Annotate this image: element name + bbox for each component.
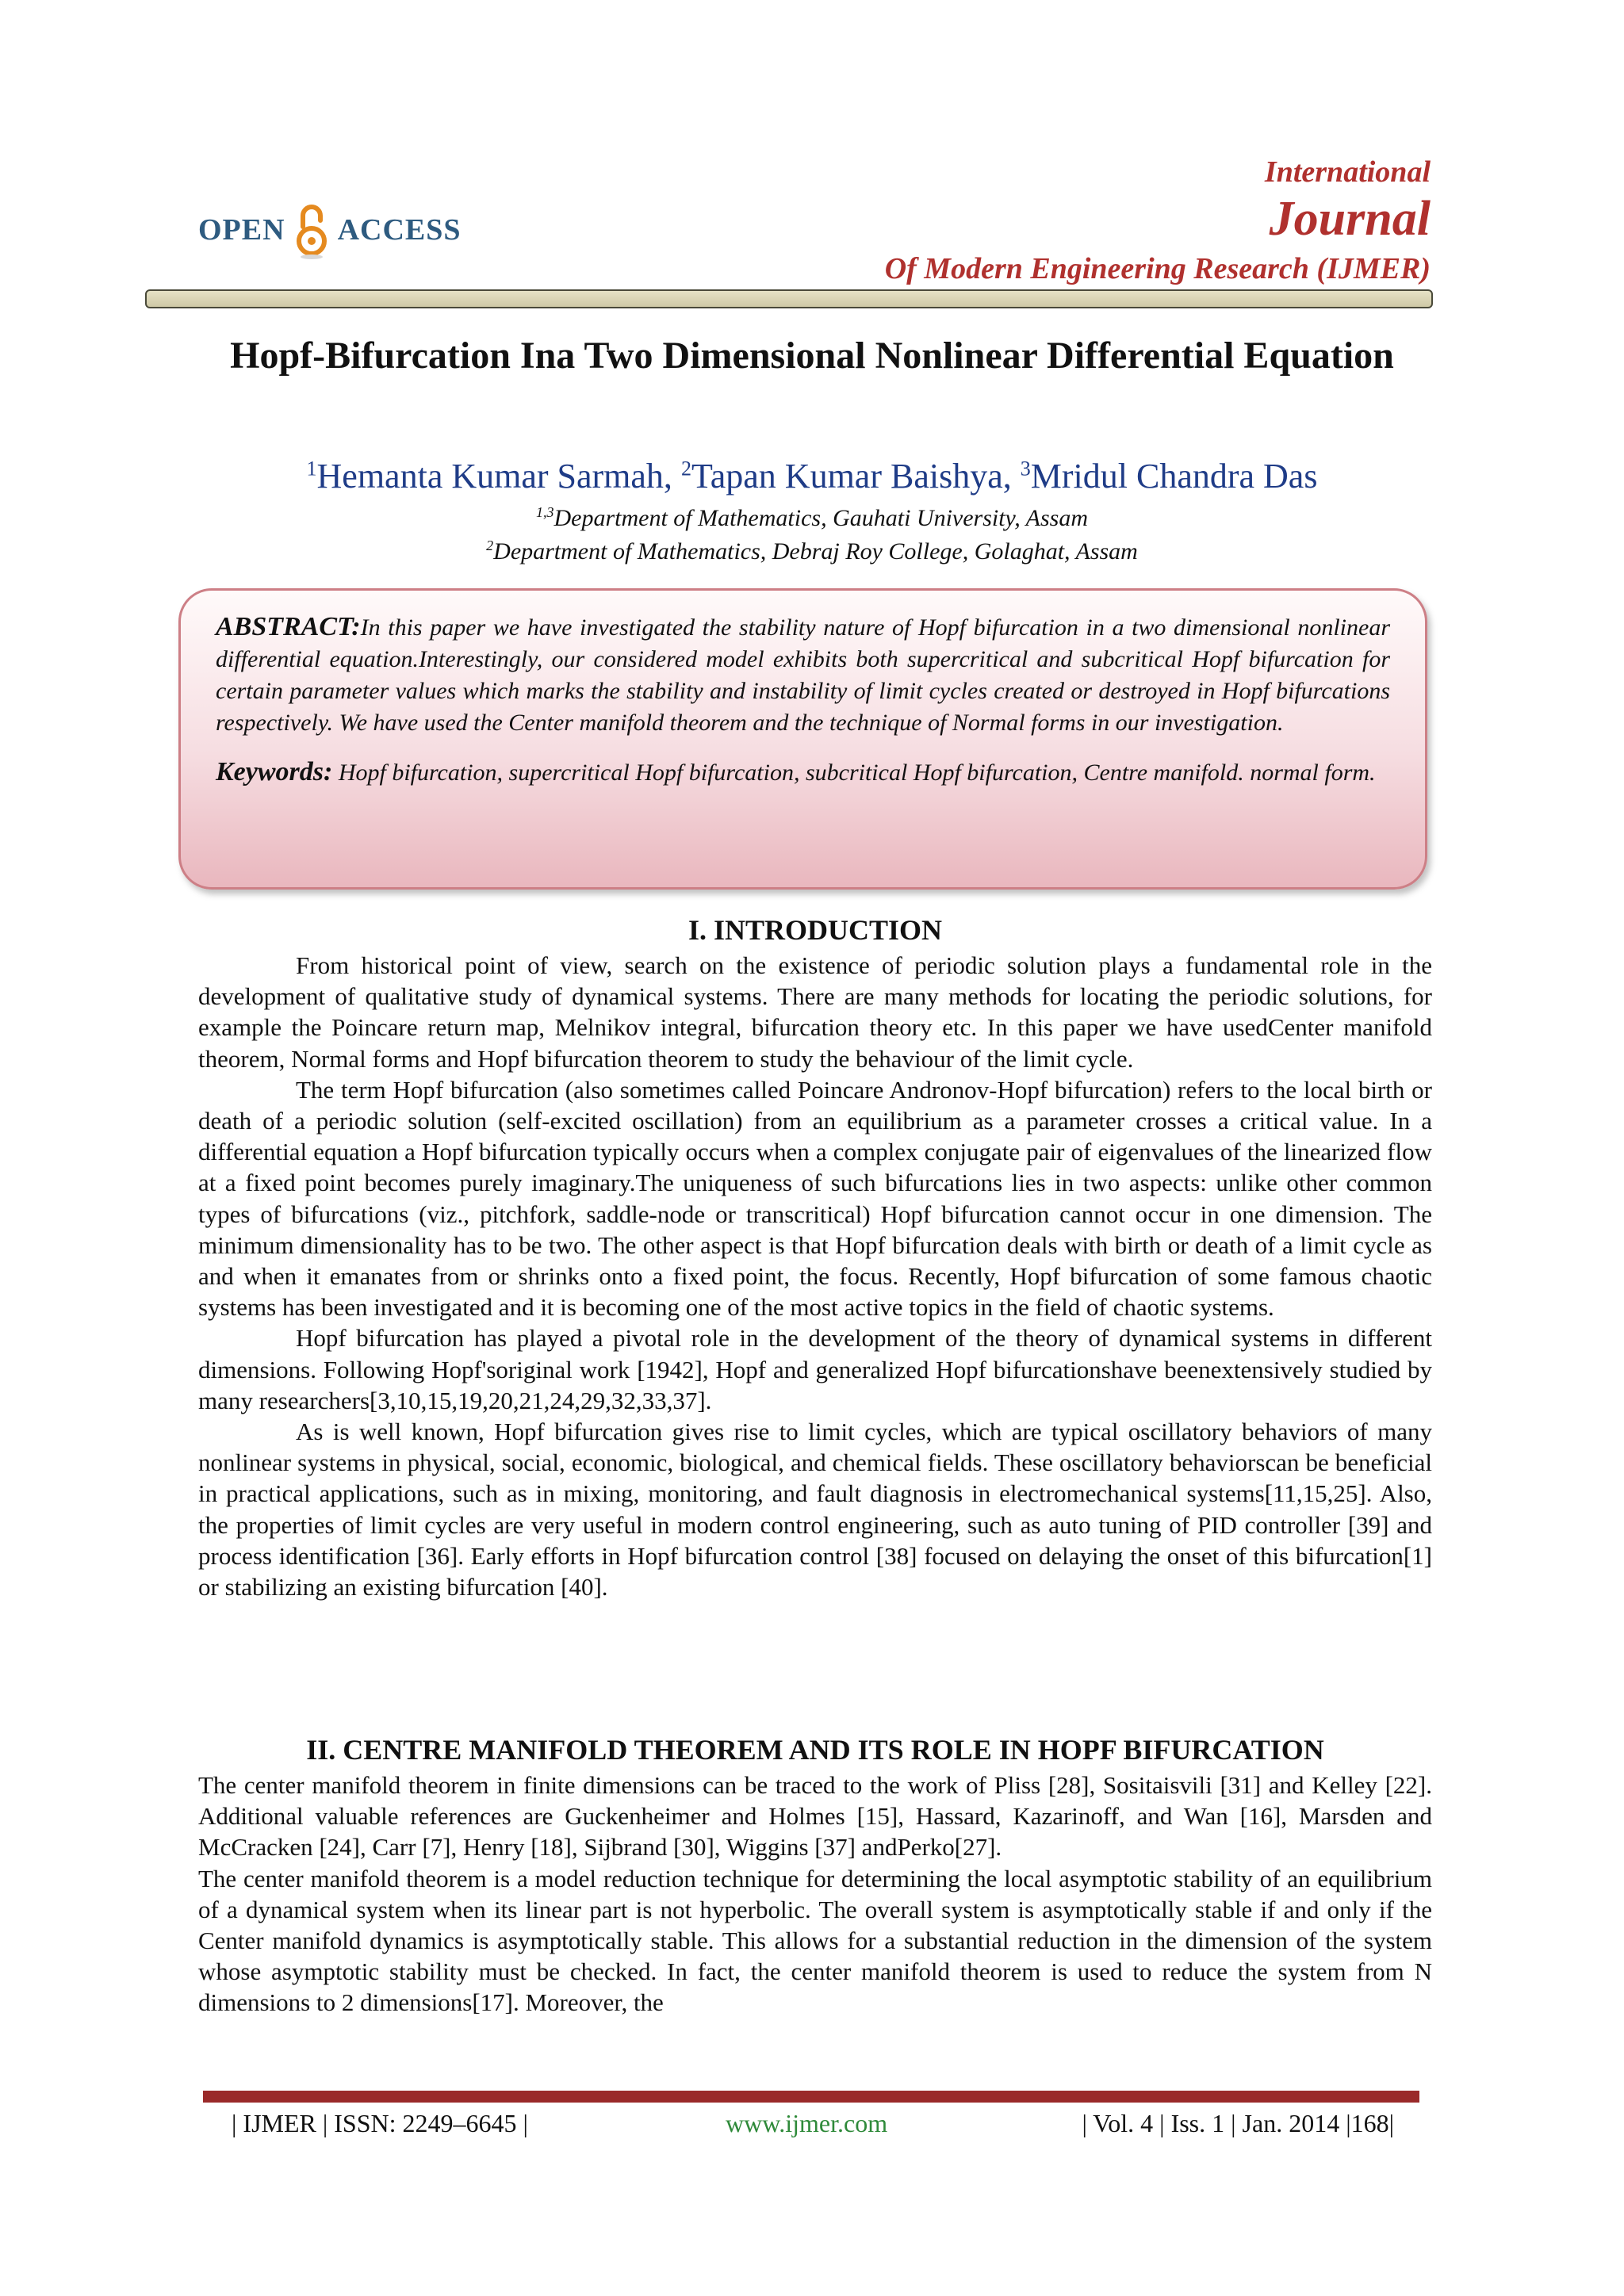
section-1-paragraph-4: As is well known, Hopf bifurcation gives rise to limit cycles, which are typical oscillatory behaviors of many nonlinear systems in physical, social, economic, biological, and chemical fields. These oscillatory behaviorscan be beneficial in practical applications, such as in mixing, monitoring, and fault diagnosis in electromechanical systems[11,15,25]. Also, the properties of limit cycles are very useful in modern control engineering, such as auto tuning of PID controller [39] and process identification [36]. Early efforts in Hopf bifurcation control [38] focused on delaying the onset of this bifurcation[1] or stabilizing an existing bifurcation [40]. — [198, 1418, 1432, 1601]
journal-name-line2: Journal — [1269, 192, 1431, 246]
keywords-text: Hopf bifurcation, supercritical Hopf bifurcation, subcritical Hopf bifurcation, Centre manifold. normal form. — [338, 760, 1376, 786]
author-3-name: Mridul Chandra Das — [1030, 457, 1318, 496]
affiliation-1 — [143, 504, 1481, 532]
affiliation-2-sup: 2 — [486, 538, 494, 553]
section-1-heading: I. INTRODUCTION — [688, 914, 943, 946]
author-3-sup: 3 — [1020, 457, 1031, 480]
author-list — [143, 456, 1481, 496]
footer-divider-bar — [203, 2091, 1419, 2103]
author-2-sup: 2 — [680, 457, 691, 480]
abstract-text: In this paper we have investigated the stability nature of Hopf bifurcation in a two dimensional nonlinear differential equation.Interestingly, our considered model exhibits both supercritical and subcritical Hopf bifurcation for certain parameter values which marks the stability and instability of limit cycles created or destroyed in Hopf bifurcations respectively. We have used the Center manifold theorem and the technique of Normal forms in our investigation. — [216, 614, 1390, 736]
footer-journal-issn: | IJMER | ISSN: 2249–6645 | — [232, 2109, 528, 2137]
affiliation-1-text: Department of Mathematics, Gauhati University, Assam — [553, 505, 1089, 531]
affiliation-2 — [143, 538, 1481, 565]
section-2-heading: II. CENTRE MANIFOLD THEOREM AND ITS ROLE IN HOPF BIFURCATION — [306, 1734, 1324, 1766]
affiliation-1-sup: 1,3 — [535, 504, 554, 520]
section-1-paragraph-2: The term Hopf bifurcation (also sometimes called Poincare Andronov-Hopf bifurcation) refers to the local birth or death of a periodic solution (self-excited oscillation) from an equilibrium as a parameter crosses a critical value. In a differential equation a Hopf bifurcation typically occurs when a complex conjugate pair of eigenvalues of the linearized flow at a fixed point becomes purely imaginary.The uniqueness of such bifurcations lies in two aspects: unlike other common types of bifurcations (viz., pitchfork, saddle-node or transcritical) Hopf bifurcation cannot occur in one dimension. The minimum dimensionality has to be two. The other aspect is that Hopf bifurcation deals with birth or death of a limit cycle as and when it emanates from or shrinks onto a fixed point, the focus. Recently, Hopf bifurcation of some famous chaotic systems has been investigated and it is becoming one of the most active topics in the field of chaotic systems. — [198, 1075, 1432, 1322]
abstract-box — [178, 588, 1427, 890]
section-1-paragraph-3: Hopf bifurcation has played a pivotal role in the development of the theory of dynamical systems in different dimensions. Following Hopf'soriginal work [1942], Hopf and generalized Hopf bifurcationshave beenextensively studied by many researchers[3,10,15,19,20,21,24,29,32,33,37]. — [198, 1324, 1432, 1414]
abstract-label: ABSTRACT: — [216, 612, 361, 641]
section-2-paragraph-1: The center manifold theorem in finite dimensions can be traced to the work of Pliss [28], Sositaisvili [31] and Kelley [22]. Additional valuable references are Guckenheimer and Holmes [15], Hassard, Kazarinoff, and Wan [16], Marsden and McCracken [24], Carr [7], Henry [18], Sijbrand [30], Wiggins [37] andPerko[27]. — [198, 1771, 1432, 1862]
journal-name-line1: International — [1264, 155, 1431, 189]
footer-volume-page: | Vol. 4 | Iss. 1 | Jan. 2014 |168| — [1082, 2109, 1394, 2137]
header-divider-bar — [145, 289, 1433, 308]
open-access-logo — [198, 198, 462, 262]
section-1-paragraph-1: From historical point of view, search on the existence of periodic solution plays a fundamental role in the development of qualitative study of dynamical systems. There are many methods for locating the periodic solutions, for example the Poincare return map, Melnikov integral, bifurcation theory etc. In this paper we have usedCenter manifold theorem, Normal forms and Hopf bifurcation theorem to study the behaviour of the limit cycle. — [198, 951, 1432, 1073]
author-1-sup: 1 — [306, 457, 317, 480]
footer-website-link[interactable]: www.ijmer.com — [726, 2109, 888, 2137]
abstract-paragraph — [216, 611, 1390, 739]
section-2-body — [198, 1770, 1432, 2019]
affiliation-2-text: Department of Mathematics, Debraj Roy College, Golaghat, Assam — [493, 538, 1138, 564]
open-access-left-text: OPEN — [198, 213, 285, 247]
keywords-paragraph — [216, 756, 1390, 789]
journal-name-line3: Of Modern Engineering Research (IJMER) — [884, 252, 1431, 285]
open-lock-icon — [293, 200, 330, 260]
author-1-name: Hemanta Kumar Sarmah, — [316, 457, 672, 496]
paper-title: Hopf-Bifurcation Ina Two Dimensional Nonlinear Differential Equation — [230, 335, 1394, 377]
open-access-right-text: ACCESS — [337, 213, 462, 247]
section-2-paragraph-2: The center manifold theorem is a model reduction technique for determining the local asymptotic stability of an equilibrium of a dynamical system when its linear part is not hyperbolic. The overall system is asymptotically stable if and only if the Center manifold dynamics is asymptotically stable. This allows for a substantial reduction in the dimension of the system whose asymptotic stability must be checked. In fact, the center manifold theorem is used to reduce the system from N dimensions to 2 dimensions[17]. Moreover, the — [198, 1864, 1432, 2017]
section-1-body — [198, 950, 1432, 1602]
keywords-label: Keywords: — [216, 757, 333, 786]
author-2-name: Tapan Kumar Baishya, — [691, 457, 1012, 496]
